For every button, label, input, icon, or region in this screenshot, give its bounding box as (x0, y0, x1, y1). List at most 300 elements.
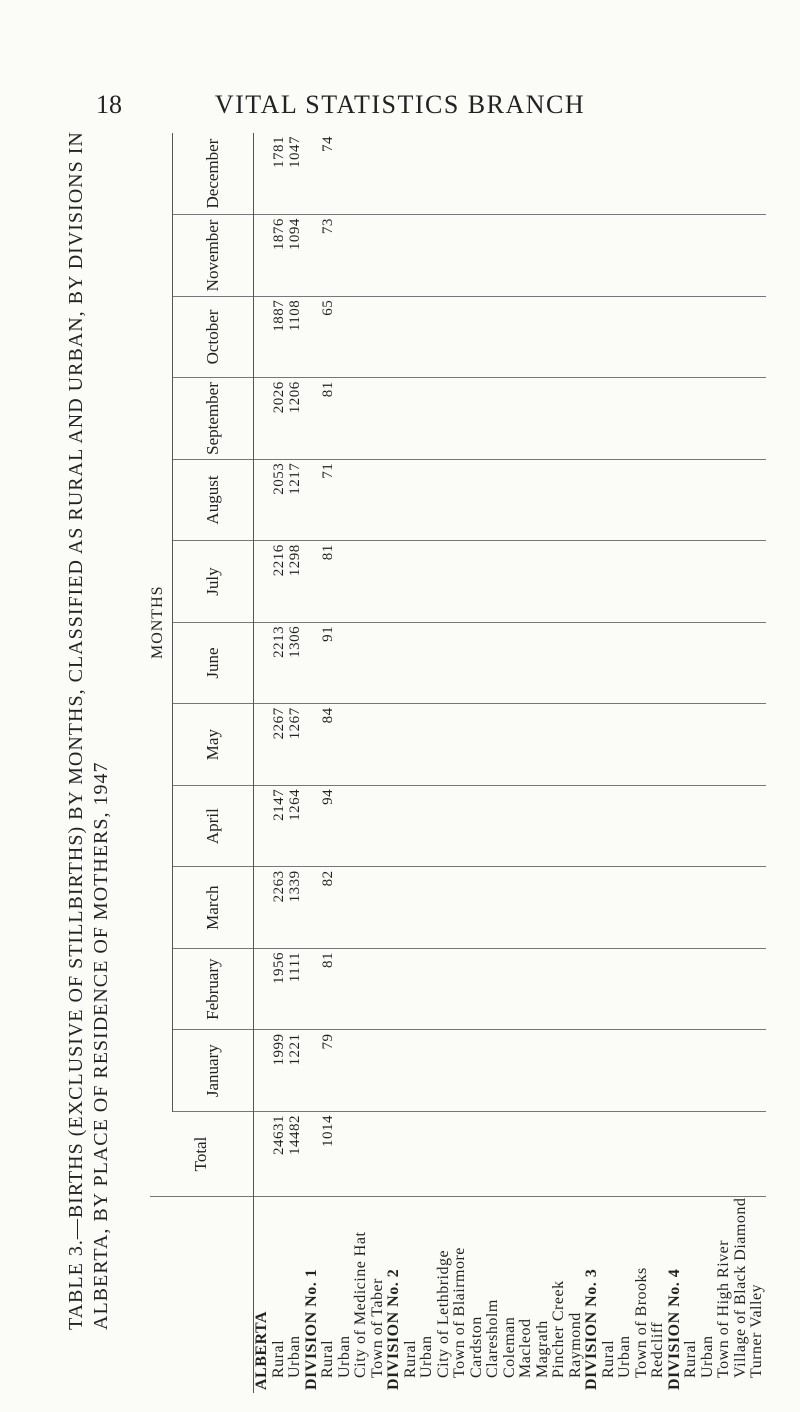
cell-value (502, 707, 519, 782)
cell-value (700, 870, 717, 945)
cell-value (353, 952, 370, 1027)
value-cell (386, 704, 584, 786)
cell-value (518, 463, 535, 538)
cell-value (568, 381, 585, 456)
cell-value (634, 1033, 651, 1108)
cell-value (535, 136, 552, 211)
cell-value (436, 870, 453, 945)
cell-value: 1047 (287, 136, 303, 168)
cell-value: 1876 (270, 218, 287, 251)
cell-value (650, 870, 667, 945)
cell-value (601, 1033, 618, 1108)
page-number: 18 (96, 90, 122, 119)
value-cell (584, 215, 667, 297)
cell-value: 24631 (270, 1115, 287, 1155)
row-label: Rural (269, 1339, 287, 1378)
cell-value (337, 544, 354, 619)
row-label: Cardston (467, 1316, 485, 1378)
value-cell (584, 622, 667, 704)
cell-value (749, 381, 766, 456)
cell-value (733, 381, 750, 456)
cell-value (370, 136, 387, 211)
cell-value: 74 (320, 136, 336, 152)
cell-value (370, 952, 387, 1027)
cell-value (683, 952, 700, 1027)
value-cell (304, 378, 387, 460)
column-header-september: September (173, 378, 254, 460)
cell-value (700, 136, 717, 211)
cell-value (700, 626, 717, 701)
value-cell (584, 785, 667, 867)
value-cell (667, 133, 766, 215)
row-label: Magrath (533, 1320, 551, 1378)
cell-value (634, 463, 651, 538)
value-cell (254, 133, 304, 215)
cell-value (518, 626, 535, 701)
table-row (254, 133, 304, 1393)
value-cell (386, 948, 584, 1030)
cell-value (733, 544, 750, 619)
cell-value (337, 463, 354, 538)
value-cell (584, 704, 667, 786)
cell-value (650, 707, 667, 782)
cell-value (551, 300, 568, 375)
value-cell (667, 215, 766, 297)
cell-value (337, 218, 354, 293)
cell-value (502, 544, 519, 619)
cell-value (502, 1115, 519, 1193)
cell-value (650, 463, 667, 538)
table-row (667, 133, 766, 1393)
cell-value (749, 707, 766, 782)
value-cell (584, 378, 667, 460)
cell-value (337, 300, 354, 375)
cell-value (634, 136, 651, 211)
row-label: Macleod (517, 1318, 534, 1378)
cell-value (650, 626, 667, 701)
cell-value (733, 1115, 750, 1193)
row-label: Urban (418, 1335, 435, 1378)
cell-value (535, 789, 552, 864)
cell-value (337, 381, 354, 456)
cell-value (700, 544, 717, 619)
value-cell (386, 296, 584, 378)
cell-value (733, 870, 750, 945)
cell-value (551, 381, 568, 456)
cell-value (733, 1033, 750, 1108)
cell-value (568, 1033, 585, 1108)
cell-value (419, 870, 436, 945)
cell-value (452, 218, 469, 293)
cell-value (403, 870, 420, 945)
cell-value (518, 381, 535, 456)
cell-value (502, 870, 519, 945)
cell-value (370, 381, 387, 456)
column-header-june: June (173, 622, 254, 704)
cell-value (518, 1033, 535, 1108)
cell-value (535, 381, 552, 456)
column-header-october: October (173, 296, 254, 378)
cell-value (700, 1115, 717, 1193)
cell-value: 1887 (270, 299, 287, 332)
cell-value: 1014 (320, 1115, 336, 1147)
cell-value (716, 463, 733, 538)
cell-value (419, 1033, 436, 1108)
cell-value (601, 544, 618, 619)
cell-value (617, 789, 634, 864)
row-label: Town of Taber (368, 1278, 386, 1378)
value-cell (584, 296, 667, 378)
cell-value (370, 626, 387, 701)
cell-value (353, 707, 370, 782)
cell-value: 82 (320, 870, 336, 887)
value-cell (304, 133, 387, 215)
value-cell (304, 622, 387, 704)
cell-value (452, 1033, 469, 1108)
cell-value (601, 381, 618, 456)
cell-value (650, 789, 667, 864)
cell-value (518, 136, 535, 211)
value-cell (304, 704, 387, 786)
cell-value (403, 463, 420, 538)
cell-value (436, 626, 453, 701)
cell-value (683, 136, 700, 211)
cell-value (403, 381, 420, 456)
column-header-august: August (173, 459, 254, 541)
cell-value: 1339 (287, 870, 303, 903)
cell-value (403, 626, 420, 701)
cell-value (353, 626, 370, 701)
cell-value: 2267 (270, 707, 287, 740)
cell-value (469, 136, 486, 211)
value-cell (254, 296, 304, 378)
cell-value (568, 218, 585, 293)
cell-value (436, 544, 453, 619)
row-label: Urban (335, 1335, 353, 1378)
cell-value: 94 (320, 788, 336, 805)
value-cell (667, 704, 766, 786)
cell-value (518, 952, 535, 1027)
cell-value: 79 (320, 1033, 336, 1050)
row-label-cell (667, 1197, 766, 1394)
cell-value: 65 (320, 299, 336, 316)
value-cell (304, 948, 387, 1030)
cell-value (403, 952, 420, 1027)
cell-value (419, 218, 436, 293)
value-cell (254, 622, 304, 704)
cell-value (469, 463, 486, 538)
cell-value (469, 300, 486, 375)
cell-value (551, 789, 568, 864)
cell-value (452, 1115, 469, 1193)
cell-value (436, 381, 453, 456)
value-cell (254, 459, 304, 541)
births-table (150, 133, 766, 1393)
cell-value: 1221 (287, 1033, 303, 1066)
cell-value (535, 626, 552, 701)
value-cell (584, 1030, 667, 1112)
cell-value (469, 952, 486, 1027)
cell-value (353, 136, 370, 211)
cell-value (502, 952, 519, 1027)
cell-value: 2026 (270, 381, 287, 414)
cell-value (469, 626, 486, 701)
cell-value (502, 626, 519, 701)
value-cell (667, 948, 766, 1030)
cell-value (419, 381, 436, 456)
cell-value (617, 300, 634, 375)
cell-value (617, 218, 634, 293)
cell-value (469, 870, 486, 945)
value-cell (254, 1030, 304, 1112)
cell-value (733, 707, 750, 782)
cell-value (601, 626, 618, 701)
cell-value (551, 463, 568, 538)
cell-value (733, 463, 750, 538)
cell-value (700, 218, 717, 293)
value-cell (304, 785, 387, 867)
cell-value (749, 870, 766, 945)
cell-value (353, 870, 370, 945)
cell-value: 84 (320, 707, 336, 724)
value-cell (386, 459, 584, 541)
cell-value (716, 952, 733, 1027)
cell-value (700, 952, 717, 1027)
cell-value (551, 218, 568, 293)
cell-value (370, 789, 387, 864)
cell-value (485, 136, 502, 211)
column-header-may: May (173, 704, 254, 786)
cell-value (617, 544, 634, 619)
cell-value: 2216 (270, 544, 287, 577)
value-cell (667, 541, 766, 623)
cell-value (551, 707, 568, 782)
value-cell (386, 785, 584, 867)
cell-value (568, 136, 585, 211)
cell-value (617, 870, 634, 945)
cell-value (353, 300, 370, 375)
cell-value (716, 544, 733, 619)
cell-value (469, 707, 486, 782)
cell-value (749, 1033, 766, 1108)
value-cell (386, 378, 584, 460)
cell-value (617, 463, 634, 538)
cell-value (749, 952, 766, 1027)
row-label-cell (304, 1197, 387, 1394)
cell-value (452, 300, 469, 375)
total-header-spacer: Total (150, 1112, 254, 1197)
value-cell (304, 867, 387, 949)
cell-value (469, 789, 486, 864)
cell-value (700, 707, 717, 782)
cell-value (485, 626, 502, 701)
cell-value (535, 300, 552, 375)
cell-value (683, 300, 700, 375)
cell-value (650, 1033, 667, 1108)
cell-value (617, 952, 634, 1027)
cell-value (436, 952, 453, 1027)
cell-value (502, 300, 519, 375)
cell-value (518, 870, 535, 945)
value-cell (386, 1030, 584, 1112)
cell-value (749, 544, 766, 619)
cell-value: 1217 (287, 462, 303, 495)
cell-value (749, 300, 766, 375)
row-label: Raymond (566, 1312, 584, 1378)
cell-value (617, 381, 634, 456)
cell-value (568, 1115, 585, 1193)
cell-value (650, 300, 667, 375)
cell-value (436, 1033, 453, 1108)
cell-value (353, 1033, 370, 1108)
cell-value: 1267 (287, 707, 303, 740)
cell-value (403, 1033, 420, 1108)
cell-value (370, 300, 387, 375)
cell-value (535, 952, 552, 1027)
cell-value (337, 707, 354, 782)
running-head: VITAL STATISTICS BRANCH (214, 90, 586, 119)
cell-value (716, 870, 733, 945)
value-cell (304, 1112, 387, 1197)
row-label: Claresholm (484, 1299, 501, 1378)
value-cell (667, 459, 766, 541)
section-title: ALBERTA (253, 1310, 270, 1390)
value-cell (667, 378, 766, 460)
section-title: DIVISION No. 2 (385, 1268, 402, 1390)
cell-value (568, 463, 585, 538)
months-header: MONTHS (150, 133, 173, 1112)
cell-value (452, 626, 469, 701)
cell-value (419, 626, 436, 701)
column-header-january: January (173, 1030, 254, 1112)
row-label: Rural (599, 1339, 617, 1378)
cell-value (683, 381, 700, 456)
cell-value (716, 300, 733, 375)
row-label: Coleman (500, 1316, 518, 1378)
row-label: Redcliff (649, 1321, 666, 1378)
cell-value (749, 218, 766, 293)
cell-value (353, 1115, 370, 1193)
cell-value (568, 300, 585, 375)
cell-value (403, 218, 420, 293)
column-header-march: March (173, 867, 254, 949)
cell-value (716, 707, 733, 782)
cell-value (485, 544, 502, 619)
value-cell (254, 785, 304, 867)
cell-value (535, 544, 552, 619)
cell-value (568, 626, 585, 701)
cell-value (634, 626, 651, 701)
cell-value: 81 (320, 951, 336, 968)
value-cell (584, 133, 667, 215)
cell-value (436, 1115, 453, 1193)
cell-value (469, 218, 486, 293)
cell-value (568, 544, 585, 619)
row-label: Rural (319, 1339, 336, 1378)
cell-value (502, 1033, 519, 1108)
cell-value (452, 381, 469, 456)
cell-value (700, 300, 717, 375)
cell-value (733, 300, 750, 375)
cell-value (617, 626, 634, 701)
cell-value (502, 463, 519, 538)
value-cell (667, 1112, 766, 1197)
value-cell (304, 1030, 387, 1112)
cell-value: 1111 (287, 951, 303, 983)
cell-value (452, 136, 469, 211)
table-title: TABLE 3.—BIRTHS (EXCLUSIVE OF STILLBIRTHS) BY MONTHS, CLASSIFIED AS RURAL AND URBAN, BY DIVISIONS IN ALBERTA, BY PLACE OF RESIDENCE OF MOTHERS, 1947 (65, 131, 112, 1330)
cell-value (485, 300, 502, 375)
cell-value (716, 136, 733, 211)
cell-value (337, 626, 354, 701)
cell-value (700, 381, 717, 456)
row-label: Town of High River (715, 1239, 732, 1378)
cell-value (683, 544, 700, 619)
column-header-july: July (173, 541, 254, 623)
cell-value (485, 463, 502, 538)
cell-value (436, 218, 453, 293)
table-row (386, 133, 584, 1393)
cell-value (617, 136, 634, 211)
cell-value (650, 544, 667, 619)
cell-value (485, 1033, 502, 1108)
cell-value: 1781 (270, 136, 287, 168)
value-cell (584, 459, 667, 541)
value-cell (254, 1112, 304, 1197)
value-cell (584, 541, 667, 623)
cell-value (683, 1115, 700, 1193)
cell-value (551, 952, 568, 1027)
cell-value (601, 870, 618, 945)
cell-value (436, 707, 453, 782)
cell-value (551, 1115, 568, 1193)
cell-value (634, 300, 651, 375)
cell-value (436, 136, 453, 211)
cell-value (749, 136, 766, 211)
cell-value: 91 (320, 625, 336, 642)
cell-value (634, 1115, 651, 1193)
cell-value (716, 381, 733, 456)
cell-value (502, 218, 519, 293)
value-cell (386, 867, 584, 949)
cell-value (601, 136, 618, 211)
cell-value (568, 870, 585, 945)
value-cell (584, 1112, 667, 1197)
value-cell (386, 1112, 584, 1197)
value-cell (386, 622, 584, 704)
cell-value (601, 300, 618, 375)
cell-value (601, 218, 618, 293)
section-title: DIVISION No. 1 (302, 1268, 320, 1390)
cell-value (353, 789, 370, 864)
cell-value (337, 1115, 354, 1193)
statistics-table-rotated (149, 133, 765, 1393)
cell-value (419, 463, 436, 538)
cell-value (370, 1033, 387, 1108)
cell-value (403, 1115, 420, 1193)
cell-value (634, 381, 651, 456)
cell-value: 1956 (270, 951, 287, 984)
cell-value (518, 1115, 535, 1193)
cell-value: 81 (320, 381, 336, 398)
corner-cell (150, 1197, 254, 1394)
value-cell (667, 867, 766, 949)
value-cell (304, 459, 387, 541)
cell-value (601, 789, 618, 864)
row-label: Urban (286, 1335, 303, 1378)
cell-value (370, 1115, 387, 1193)
value-cell (667, 622, 766, 704)
